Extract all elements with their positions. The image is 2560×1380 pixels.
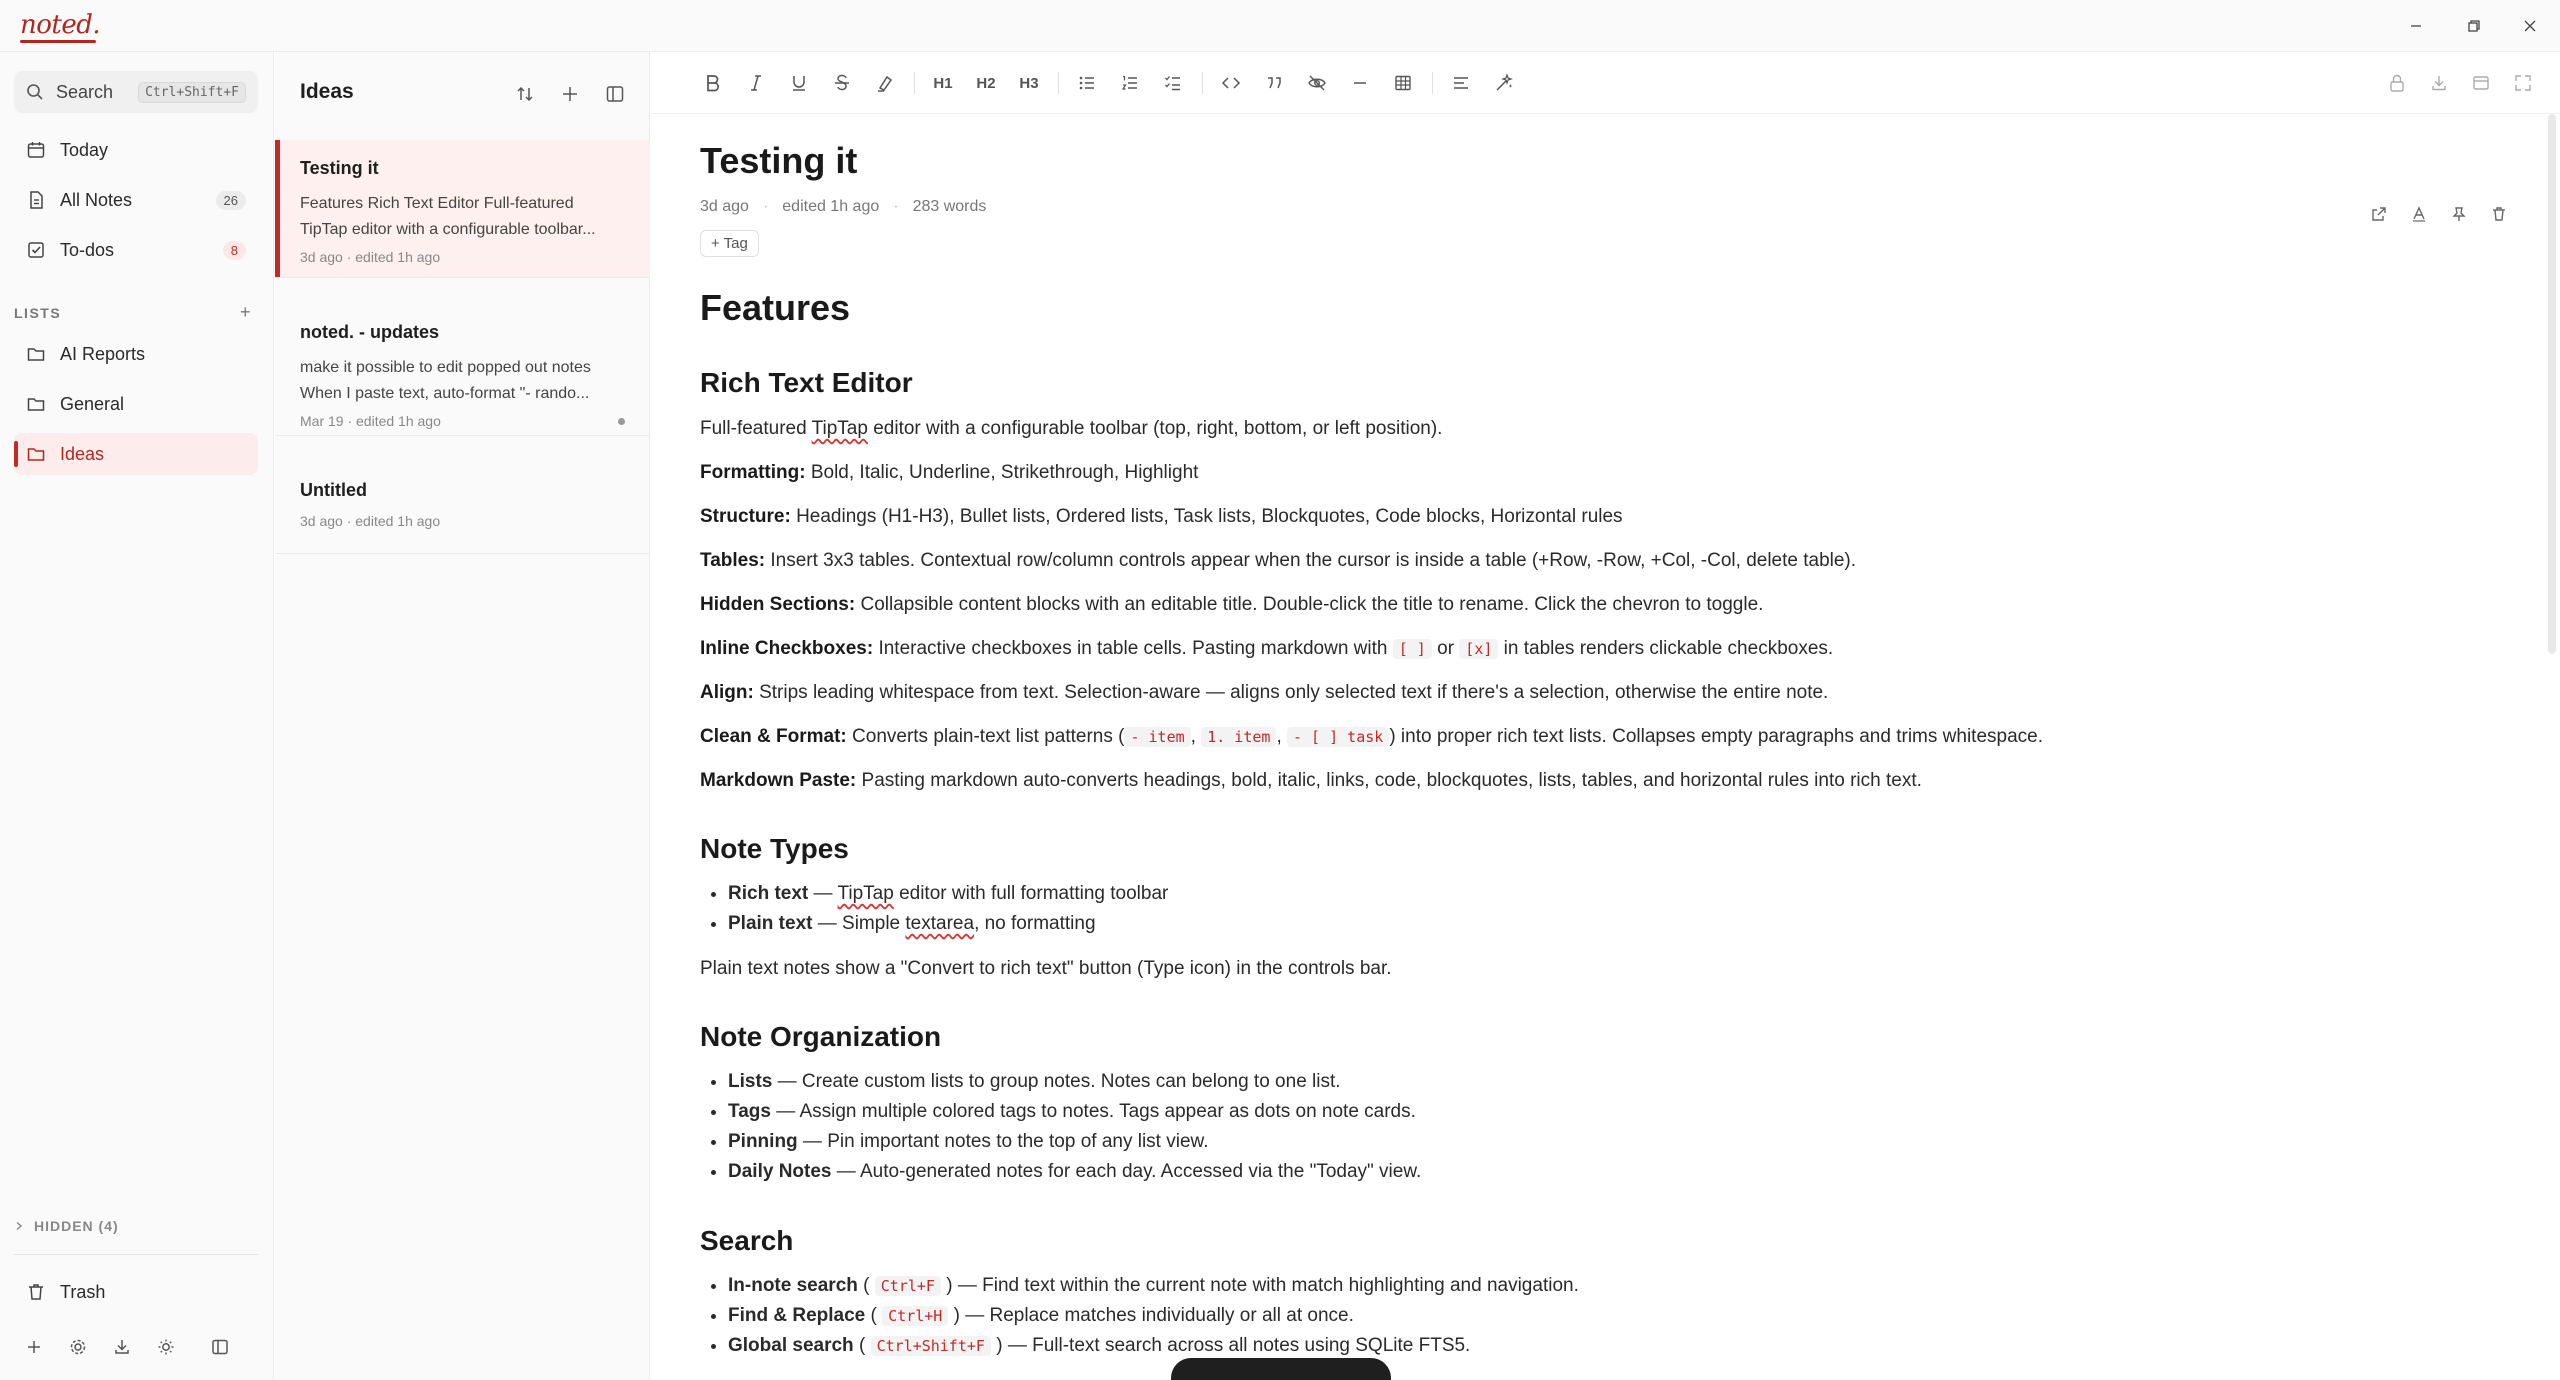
- nav-trash[interactable]: [14, 1271, 258, 1313]
- theme-sun-icon[interactable]: [154, 1334, 177, 1360]
- nav-all-notes-label: All Notes: [60, 189, 133, 210]
- list-item: • Lists — Create custom lists to group notes. Notes can belong to one list.: [728, 1067, 2500, 1097]
- bold-icon[interactable]: [699, 69, 727, 97]
- panel-toggle-icon[interactable]: [601, 80, 629, 108]
- sidebar: [0, 52, 274, 1380]
- editor-scrollbar[interactable]: [2548, 114, 2556, 654]
- note-card-title: Testing it: [300, 158, 379, 178]
- note-card-preview: TipTap editor with a configurable toolbar...: [300, 221, 596, 238]
- note-card-meta: [300, 249, 625, 265]
- search-icon: [26, 83, 44, 101]
- sidebar-footer: [22, 1334, 252, 1360]
- meta-separator: ·: [762, 198, 769, 215]
- note-card-date: 3d ago · edited 1h ago: [300, 513, 441, 529]
- layout-icon[interactable]: [2467, 69, 2495, 97]
- note-card-date: 3d ago · edited 1h ago: [300, 249, 441, 265]
- toolbar-separator: [914, 72, 915, 94]
- folder-icon: [26, 394, 46, 414]
- bullet-list: [700, 879, 2500, 939]
- list-ai-reports-label: AI Reports: [60, 343, 146, 364]
- lists-label: LISTS: [14, 304, 62, 321]
- align-icon[interactable]: [1447, 69, 1475, 97]
- paragraph: Clean & Format: Converts plain-text list patterns ( - item , 1. item , - [ ] task ) into proper rich text lists. Collapses empty paragraphs and trims whitespace.: [700, 726, 2043, 747]
- fullscreen-icon[interactable]: [2509, 69, 2537, 97]
- list-general[interactable]: [14, 383, 258, 425]
- list-item: • Pinning — Pin important notes to the top of any list view.: [728, 1127, 2500, 1157]
- nav-today[interactable]: [14, 129, 258, 171]
- todos-count: 8: [223, 241, 246, 260]
- new-note-icon[interactable]: [556, 80, 584, 108]
- search-shortcut: Ctrl+Shift+F: [138, 82, 246, 103]
- list-item: • Daily Notes — Auto-generated notes for each day. Accessed via the "Today" view.: [728, 1157, 2500, 1187]
- collapse-sidebar-icon[interactable]: [208, 1334, 231, 1360]
- list-ai-reports[interactable]: [14, 333, 258, 375]
- list-general-label: General: [60, 393, 125, 414]
- editor-toolbar: [651, 52, 2560, 114]
- word-count: 283 words: [912, 198, 987, 215]
- nav-todos[interactable]: [14, 229, 258, 271]
- paragraph: Structure: Headings (H1-H3), Bullet lists, Ordered lists, Task lists, Blockquotes, Code blocks, Horizontal rules: [700, 506, 1623, 527]
- hidden-lists-toggle[interactable]: [14, 1218, 119, 1234]
- search-label: Search: [56, 81, 114, 102]
- note-list-panel: [275, 52, 650, 1380]
- paragraph: Tables: Insert 3x3 tables. Contextual row/column controls appear when the cursor is inside a table (+Row, -Row, +Col, -Col, delete table).: [700, 550, 1857, 571]
- note-card-meta: [300, 413, 625, 429]
- heading-1-button[interactable]: H1: [933, 74, 953, 92]
- nav-trash-label: Trash: [60, 1281, 106, 1302]
- sort-icon[interactable]: [511, 80, 539, 108]
- paragraph: Full-featured TipTap editor with a configurable toolbar (top, right, bottom, or left position).: [700, 418, 1443, 439]
- file-icon: [26, 190, 46, 210]
- note-title[interactable]: Testing it: [700, 140, 858, 181]
- note-card[interactable]: [275, 436, 650, 554]
- note-card-preview: make it possible to edit popped out notes: [300, 359, 591, 376]
- edited-time: edited 1h ago: [782, 198, 880, 215]
- toolbar-separator: [1432, 72, 1433, 94]
- sidebar-divider: [14, 1254, 258, 1255]
- meta-separator: ·: [893, 198, 899, 215]
- paragraph: Plain text notes show a "Convert to rich text" button (Type icon) in the controls bar.: [700, 958, 1392, 979]
- note-card-date: Mar 19 · edited 1h ago: [300, 413, 441, 429]
- note-meta: [700, 198, 2500, 216]
- task-list-icon[interactable]: [1159, 69, 1187, 97]
- all-notes-count: 26: [216, 191, 246, 210]
- floating-controls-bar[interactable]: [1171, 1358, 1391, 1380]
- toolbar-separator: [1058, 72, 1059, 94]
- nav-todos-label: To-dos: [60, 239, 115, 260]
- highlight-icon[interactable]: [871, 69, 899, 97]
- list-item: • Find & Replace ( Ctrl+H ) — Replace matches individually or all at once.: [728, 1301, 2500, 1331]
- bullet-list: [700, 1067, 2500, 1187]
- heading-note-organization: Note Organization: [700, 1021, 942, 1052]
- list-item: • Rich text — TipTap editor with full formatting toolbar: [728, 879, 2500, 909]
- add-icon[interactable]: [22, 1334, 45, 1360]
- export-icon[interactable]: [2425, 69, 2453, 97]
- search-box[interactable]: [14, 71, 258, 113]
- heading-rich-text-editor: Rich Text Editor: [700, 367, 913, 398]
- list-item: • In-note search ( Ctrl+F ) — Find text within the current note with match highlighting and navigation.: [728, 1271, 2500, 1301]
- toolbar-separator: [1202, 72, 1203, 94]
- paragraph: Markdown Paste: Pasting markdown auto-converts headings, bold, italic, links, code, blockquotes, lists, tables, and horizontal rules into rich text.: [700, 770, 1922, 791]
- paragraph: Formatting: Bold, Italic, Underline, Strikethrough, Highlight: [700, 462, 1199, 483]
- code-icon[interactable]: [1217, 69, 1245, 97]
- list-ideas-label: Ideas: [60, 443, 105, 464]
- add-tag-button[interactable]: + Tag: [700, 230, 759, 257]
- title-bar: [0, 0, 2560, 52]
- bullet-list: [700, 1271, 2500, 1361]
- note-list-title: Ideas: [300, 80, 354, 103]
- lists-header: [14, 302, 258, 323]
- note-card-title: noted. - updates: [300, 322, 439, 342]
- note-card-meta: [300, 513, 625, 529]
- minimize-icon[interactable]: [2402, 12, 2430, 40]
- underline-icon[interactable]: [785, 69, 813, 97]
- nav-all-notes[interactable]: [14, 179, 258, 221]
- italic-icon[interactable]: [742, 69, 770, 97]
- nav-today-label: Today: [60, 139, 109, 160]
- document[interactable]: [700, 140, 2500, 1361]
- magic-format-icon[interactable]: [1490, 69, 1518, 97]
- checkbox-icon: [26, 240, 46, 260]
- add-list-icon[interactable]: +: [239, 302, 252, 322]
- note-card[interactable]: [275, 278, 650, 436]
- heading-search: Search: [700, 1225, 794, 1256]
- hidden-lists-label: HIDDEN (4): [34, 1218, 119, 1234]
- gear-icon[interactable]: [66, 1334, 89, 1360]
- note-card[interactable]: [275, 140, 650, 278]
- bullet-list-icon[interactable]: [1073, 69, 1101, 97]
- quote-icon[interactable]: [1260, 69, 1288, 97]
- note-list-actions: [494, 80, 629, 108]
- editor-panel: [651, 52, 2560, 1380]
- heading-2-button[interactable]: H2: [976, 74, 996, 92]
- calendar-icon: [26, 140, 46, 160]
- tag-dot: [618, 418, 625, 425]
- logo-underline: [20, 40, 96, 43]
- folder-icon: [26, 444, 46, 464]
- list-ideas[interactable]: [14, 433, 258, 475]
- strikethrough-icon[interactable]: [828, 69, 856, 97]
- close-icon[interactable]: [2516, 12, 2544, 40]
- paragraph: Align: Strips leading whitespace from text. Selection-aware — aligns only selected text if there's a selection, otherwise the entire note.: [700, 682, 1829, 703]
- note-card-preview: When I paste text, auto-format "- rando...: [300, 385, 590, 402]
- created-time: 3d ago: [700, 198, 749, 215]
- app-logo: noted.: [20, 10, 101, 40]
- list-item: • Tags — Assign multiple colored tags to notes. Tags appear as dots on note cards.: [728, 1097, 2500, 1127]
- ordered-list-icon[interactable]: [1116, 69, 1144, 97]
- paragraph: Inline Checkboxes: Interactive checkboxes in table cells. Pasting markdown with [ ] or [x] in tables renders clickable checkboxes.: [700, 638, 1834, 659]
- paragraph: Hidden Sections: Collapsible content blocks with an editable title. Double-click the title to rename. Click the chevron to toggle.: [700, 594, 1764, 615]
- heading-features: Features: [700, 287, 851, 328]
- chevron-right-icon: [14, 1221, 24, 1231]
- heading-3-button[interactable]: H3: [1019, 74, 1039, 92]
- note-card-title: Untitled: [300, 480, 367, 500]
- hidden-section-icon[interactable]: [1303, 69, 1331, 97]
- restore-icon[interactable]: [2460, 12, 2488, 40]
- list-item: • Global search ( Ctrl+Shift+F ) — Full-text search across all notes using SQLite FTS5.: [728, 1331, 2500, 1361]
- lock-icon[interactable]: [2383, 69, 2411, 97]
- table-icon[interactable]: [1389, 69, 1417, 97]
- note-card-preview: Features Rich Text Editor Full-featured: [300, 195, 574, 212]
- folder-icon: [26, 344, 46, 364]
- download-icon[interactable]: [110, 1334, 133, 1360]
- list-item: • Plain text — Simple textarea, no formatting: [728, 909, 2500, 939]
- horizontal-rule-icon[interactable]: [1346, 69, 1374, 97]
- heading-note-types: Note Types: [700, 833, 849, 864]
- trash-icon: [26, 1282, 46, 1302]
